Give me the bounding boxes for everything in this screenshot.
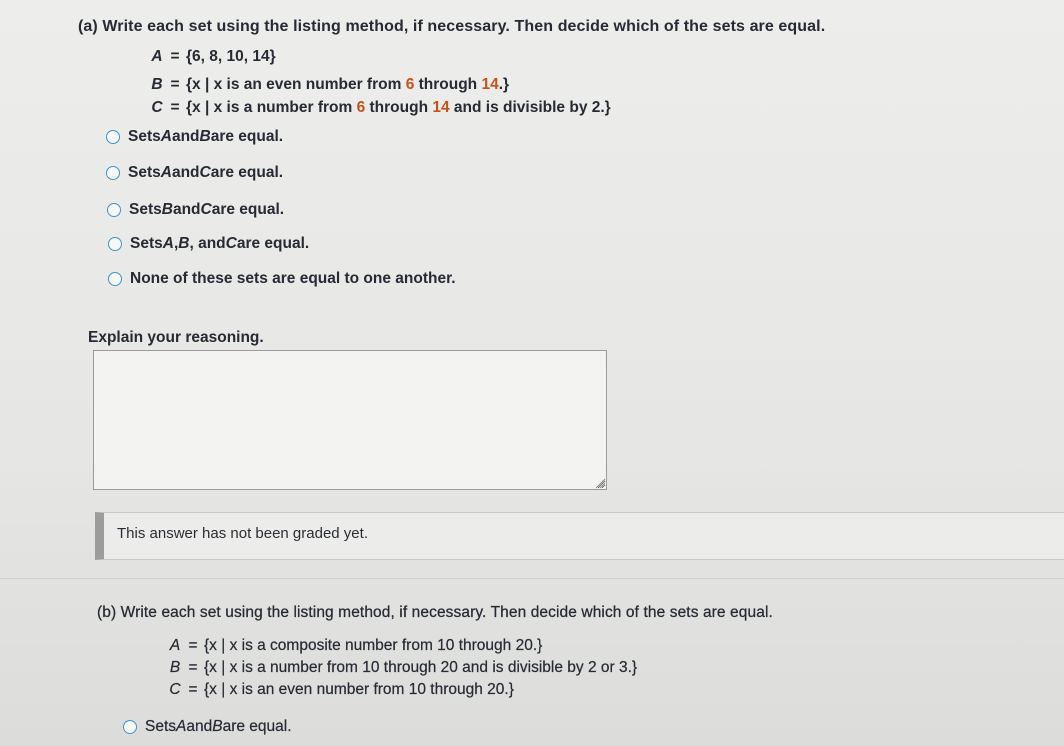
part-b-set-a bbox=[168, 637, 542, 655]
set-definition: {x | x is a composite number from 10 through 20.} bbox=[204, 637, 543, 654]
option-none-equal[interactable] bbox=[108, 270, 456, 288]
set-name: A bbox=[169, 637, 181, 654]
equals-sign: = bbox=[170, 76, 180, 93]
reasoning-textarea[interactable] bbox=[93, 350, 607, 490]
option-a-b-and-c-equal[interactable] bbox=[108, 235, 309, 253]
set-definition-end: .} bbox=[498, 76, 510, 93]
part-b-set-b bbox=[168, 659, 637, 677]
part-a-set-a bbox=[150, 48, 276, 66]
set-symbol: B bbox=[212, 718, 223, 735]
range-end-number: 14 bbox=[481, 76, 499, 93]
set-definition-start: {x | x is an even number from bbox=[186, 76, 406, 93]
radio-button[interactable] bbox=[106, 130, 120, 144]
set-symbol: A bbox=[160, 128, 172, 145]
option-text: Sets bbox=[128, 128, 161, 145]
radio-button[interactable] bbox=[123, 720, 137, 734]
set-name: C bbox=[151, 99, 163, 116]
set-name: B bbox=[151, 76, 163, 93]
part-a-set-c bbox=[150, 99, 611, 117]
radio-button[interactable] bbox=[106, 166, 120, 180]
option-text: , bbox=[173, 235, 179, 252]
section-divider bbox=[0, 578, 1064, 579]
set-definition: {x | x is a number from 10 through 20 and is divisible by 2 or 3.} bbox=[204, 659, 638, 676]
option-text: and bbox=[172, 201, 201, 218]
set-definition: {6, 8, 10, 14} bbox=[186, 48, 276, 65]
part-a-heading: (a) Write each set using the listing method, if necessary. Then decide which of the sets are equal. bbox=[78, 18, 826, 35]
option-text: are equal. bbox=[210, 164, 284, 181]
explain-label: Explain your reasoning. bbox=[88, 329, 264, 346]
equals-sign: = bbox=[170, 48, 180, 65]
set-name: B bbox=[169, 659, 181, 676]
option-text: are equal. bbox=[222, 718, 292, 735]
option-text: Sets bbox=[145, 718, 177, 735]
set-name: A bbox=[151, 48, 163, 65]
set-symbol: C bbox=[200, 201, 212, 218]
set-definition-middle: through bbox=[365, 99, 433, 116]
equals-sign: = bbox=[188, 637, 198, 654]
set-symbol: B bbox=[161, 201, 173, 218]
radio-button[interactable] bbox=[108, 272, 122, 286]
option-text: are equal. bbox=[236, 235, 310, 252]
set-definition-middle: through bbox=[414, 76, 482, 93]
set-definition-start: {x | x is a number from bbox=[186, 99, 357, 116]
set-definition: {x | x is an even number from 10 through 20.} bbox=[204, 681, 514, 698]
option-text: Sets bbox=[130, 235, 163, 252]
equals-sign: = bbox=[188, 681, 198, 698]
option-a-and-c-equal[interactable] bbox=[106, 164, 283, 182]
set-symbol: B bbox=[178, 235, 190, 252]
range-end-number: 14 bbox=[432, 99, 450, 116]
part-b-option-a-and-b-equal[interactable] bbox=[123, 718, 292, 736]
set-name: C bbox=[169, 681, 181, 698]
range-start-number: 6 bbox=[356, 99, 366, 116]
option-text: and bbox=[171, 128, 200, 145]
grading-status-text: This answer has not been graded yet. bbox=[117, 525, 368, 542]
set-symbol: A bbox=[160, 164, 172, 181]
set-definition-end: and is divisible by 2.} bbox=[449, 99, 611, 116]
radio-button[interactable] bbox=[107, 203, 121, 217]
part-a-set-b bbox=[150, 76, 509, 94]
set-symbol: A bbox=[162, 235, 174, 252]
set-symbol: C bbox=[199, 164, 211, 181]
radio-button[interactable] bbox=[108, 237, 122, 251]
set-symbol: A bbox=[176, 718, 187, 735]
option-a-and-b-equal[interactable] bbox=[106, 128, 283, 146]
range-start-number: 6 bbox=[405, 76, 415, 93]
part-b-set-c bbox=[168, 681, 514, 699]
set-symbol: C bbox=[225, 235, 237, 252]
option-text: and bbox=[186, 718, 213, 735]
option-text: Sets bbox=[128, 164, 161, 181]
part-b-heading: (b) Write each set using the listing method, if necessary. Then decide which of the sets are equal. bbox=[97, 604, 773, 621]
option-text: are equal. bbox=[210, 128, 284, 145]
option-text: , and bbox=[189, 235, 226, 252]
resize-handle-icon[interactable] bbox=[594, 477, 606, 489]
option-text: None of these sets are equal to one another. bbox=[130, 270, 456, 287]
set-symbol: B bbox=[199, 128, 211, 145]
option-text: and bbox=[171, 164, 200, 181]
equals-sign: = bbox=[188, 659, 198, 676]
option-b-and-c-equal[interactable] bbox=[107, 201, 284, 219]
option-text: are equal. bbox=[211, 201, 285, 218]
option-text: Sets bbox=[129, 201, 162, 218]
equals-sign: = bbox=[170, 99, 180, 116]
